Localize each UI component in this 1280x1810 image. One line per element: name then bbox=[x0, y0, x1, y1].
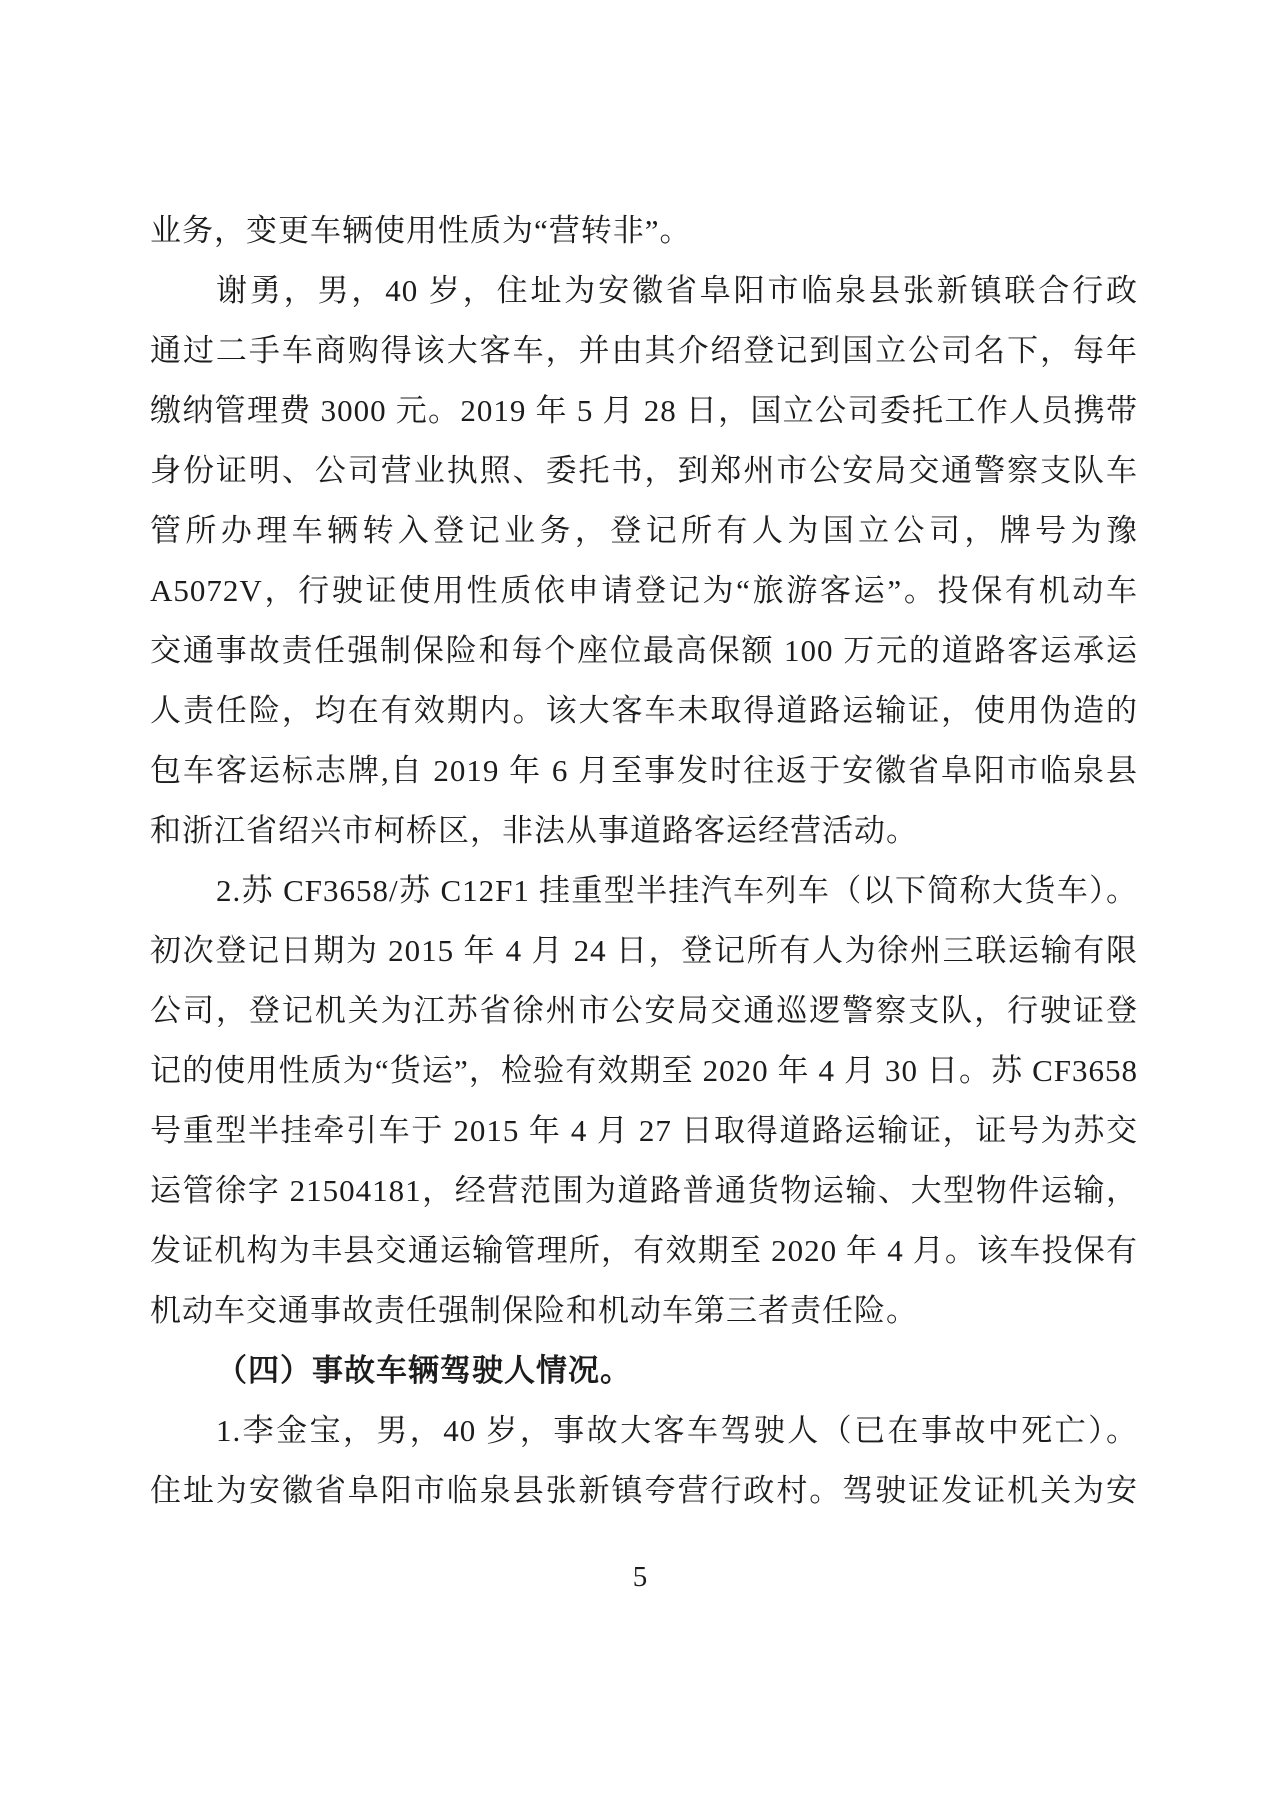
text-line: 发证机构为丰县交通运输管理所，有效期至 2020 年 4 月。该车投保有 bbox=[150, 1233, 1138, 1268]
text-line: 业务，变更车辆使用性质为“营转非”。 bbox=[150, 213, 692, 248]
text-line: 记的使用性质为“货运”，检验有效期至 2020 年 4 月 30 日。苏 CF3658 bbox=[150, 1053, 1138, 1088]
text-line: 缴纳管理费 3000 元。2019 年 5 月 28 日，国立公司委托工作人员携带 bbox=[150, 393, 1138, 428]
text-line: 运管徐字 21504181，经营范围为道路普通货物运输、大型物件运输， bbox=[150, 1173, 1138, 1208]
text-line: 公司，登记机关为江苏省徐州市公安局交通巡逻警察支队，行驶证登 bbox=[150, 993, 1138, 1028]
text-line: 2.苏 CF3658/苏 C12F1 挂重型半挂汽车列车（以下简称大货车）。 bbox=[216, 873, 1138, 908]
text-line: 包车客运标志牌,自 2019 年 6 月至事发时往返于安徽省阜阳市临泉县 bbox=[150, 753, 1138, 788]
text-line: 初次登记日期为 2015 年 4 月 24 日，登记所有人为徐州三联运输有限 bbox=[150, 933, 1138, 968]
document-body bbox=[150, 201, 1138, 1521]
text-line: 号重型半挂牵引车于 2015 年 4 月 27 日取得道路运输证，证号为苏交 bbox=[150, 1113, 1138, 1148]
page-number: 5 bbox=[632, 1561, 648, 1593]
text-line: 人责任险，均在有效期内。该大客车未取得道路运输证，使用伪造的 bbox=[150, 693, 1138, 728]
text-line: 身份证明、公司营业执照、委托书，到郑州市公安局交通警察支队车 bbox=[150, 453, 1138, 488]
text-line: 通过二手车商购得该大客车，并由其介绍登记到国立公司名下，每年 bbox=[150, 333, 1138, 368]
text-line: 管所办理车辆转入登记业务，登记所有人为国立公司，牌号为豫 bbox=[150, 513, 1138, 548]
text-line: A5072V，行驶证使用性质依申请登记为“旅游客运”。投保有机动车 bbox=[150, 573, 1138, 608]
text-line: 住址为安徽省阜阳市临泉县张新镇夸营行政村。驾驶证发证机关为安 bbox=[150, 1473, 1138, 1508]
text-line: 谢勇，男，40 岁，住址为安徽省阜阳市临泉县张新镇联合行政 bbox=[216, 273, 1138, 308]
text-line: 交通事故责任强制保险和每个座位最高保额 100 万元的道路客运承运 bbox=[150, 633, 1138, 668]
text-line: 1.李金宝，男，40 岁，事故大客车驾驶人（已在事故中死亡）。 bbox=[216, 1413, 1138, 1448]
text-line: （四）事故车辆驾驶人情况。 bbox=[216, 1353, 632, 1388]
text-line: 和浙江省绍兴市柯桥区，非法从事道路客运经营活动。 bbox=[150, 813, 918, 848]
text-line: 机动车交通事故责任强制保险和机动车第三者责任险。 bbox=[150, 1293, 918, 1328]
